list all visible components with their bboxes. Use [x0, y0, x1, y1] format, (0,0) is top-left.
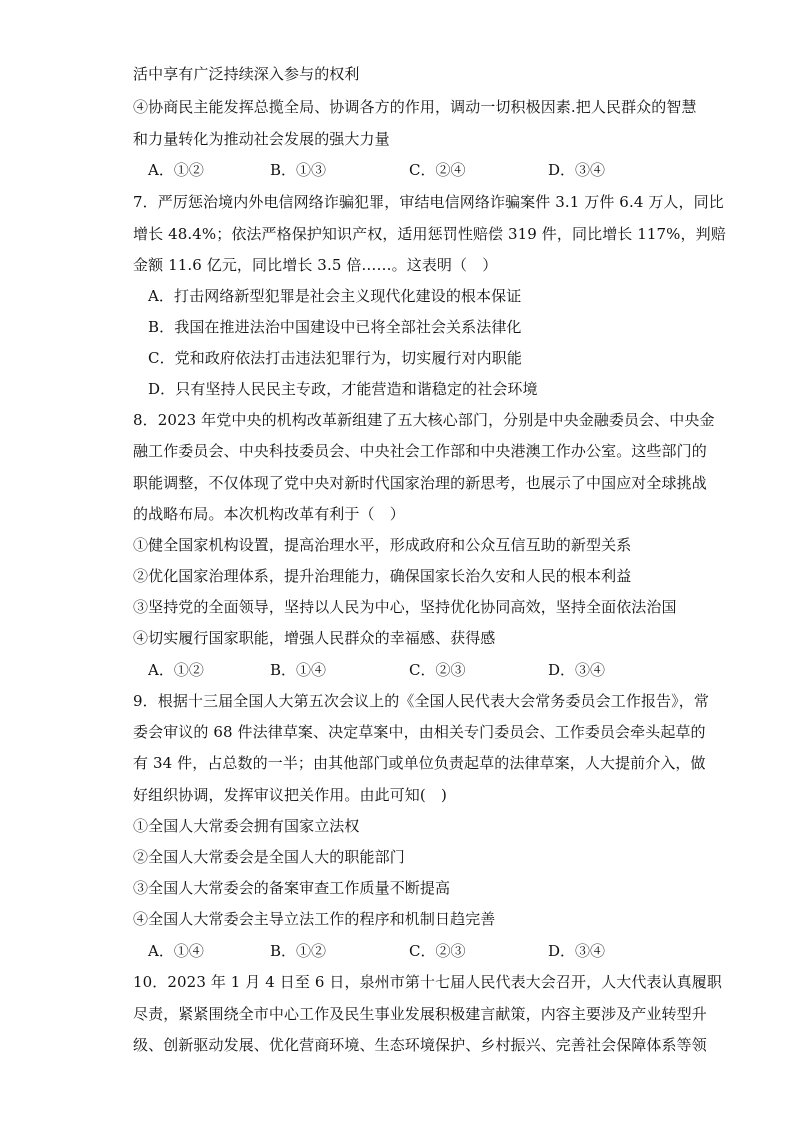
statement-2: ②全国人大常委会是全国人大的职能部门: [133, 848, 405, 866]
option-c: C．②③: [409, 942, 466, 960]
option-b: B．我国在推进法治中国建设中已将全部社会关系法律化: [148, 318, 522, 336]
text-line: 有 34 件，占总数的一半；由其他部门或单位负责起草的法律草案，人大提前介入，做: [133, 754, 706, 772]
option-d: D．③④: [548, 161, 606, 179]
text-line: 活中享有广泛持续深入参与的权利: [133, 65, 360, 83]
text-line: ④协商民主能发挥总揽全局、协调各方的作用，调动一切积极因素.把人民群众的智慧: [133, 98, 697, 116]
statement-4: ④全国人大常委会主导立法工作的程序和机制日趋完善: [133, 910, 496, 928]
option-a: A．①④: [148, 942, 204, 960]
text-line: 金额 11.6 亿元，同比增长 3.5 倍……。这表明（ ）: [133, 256, 498, 274]
option-d: D．只有坚持人民民主专政，才能营造和谐稳定的社会环境: [148, 380, 538, 398]
option-b: B．①③: [270, 161, 327, 179]
option-a: A．打击网络新型犯罪是社会主义现代化建设的根本保证: [148, 287, 522, 305]
option-b: B．①④: [270, 661, 327, 679]
text-line: 职能调整，不仅体现了党中央对新时代国家治理的新思考，也展示了中国应对全球挑战: [133, 474, 707, 492]
text-line: 的战略布局。本次机构改革有利于（ ）: [133, 505, 405, 523]
text-line: 尽责，紧紧围绕全市中心工作及民生事业发展积极建言献策，内容主要涉及产业转型升: [133, 1005, 707, 1023]
option-a: A．①②: [148, 161, 204, 179]
question-9-text: 9．根据十三届全国人大第五次会议上的《全国人民代表大会常务委员会工作报告》，常: [133, 692, 709, 710]
statement-1: ①全国人大常委会拥有国家立法权: [133, 817, 360, 835]
option-d: D．③④: [548, 661, 606, 679]
text-line: 融工作委员会、中央科技委员会、中央社会工作部和中央港澳工作办公室。这些部门的: [133, 442, 707, 460]
option-c: C．党和政府依法打击违法犯罪行为，切实履行对内职能: [148, 349, 522, 367]
option-b: B．①②: [270, 942, 327, 960]
statement-2: ②优化国家治理体系，提升治理能力，确保国家长治久安和人民的根本利益: [133, 567, 632, 585]
option-a: A．①②: [148, 661, 204, 679]
question-7-text: 7．严厉惩治境内外电信网络诈骗犯罪，审结电信网络诈骗案件 3.1 万件 6.4 万人，同比: [133, 193, 724, 211]
text-line: 好组织协调，发挥审议把关作用。由此可知( ): [133, 786, 447, 804]
question-10-text: 10．2023 年 1 月 4 日至 6 日，泉州市第十七届人民代表大会召开，人大代表认真履职: [133, 973, 722, 991]
option-c: C．②③: [409, 661, 466, 679]
statement-3: ③全国人大常委会的备案审查工作质量不断提高: [133, 879, 451, 897]
text-line: 和力量转化为推动社会发展的强大力量: [133, 130, 390, 148]
text-line: 级、创新驱动发展、优化营商环境、生态环境保护、乡村振兴、完善社会保障体系等领: [133, 1036, 707, 1054]
option-c: C．②④: [409, 161, 466, 179]
option-d: D．③④: [548, 942, 606, 960]
question-8-text: 8．2023 年党中央的机构改革新组建了五大核心部门，分别是中央金融委员会、中央金: [133, 411, 715, 429]
text-line: 委会审议的 68 件法律草案、决定草案中，由相关专门委员会、工作委员会牵头起草的: [133, 723, 706, 741]
statement-3: ③坚持党的全面领导，坚持以人民为中心，坚持优化协同高效，坚持全面依法治国: [133, 598, 677, 616]
text-line: 增长 48.4%；依法严格保护知识产权，适用惩罚性赔偿 319 件，同比增长 117%，判赔: [133, 225, 726, 243]
statement-4: ④切实履行国家职能，增强人民群众的幸福感、获得感: [133, 629, 496, 647]
statement-1: ①健全国家机构设置，提高治理水平，形成政府和公众互信互助的新型关系: [133, 536, 632, 554]
